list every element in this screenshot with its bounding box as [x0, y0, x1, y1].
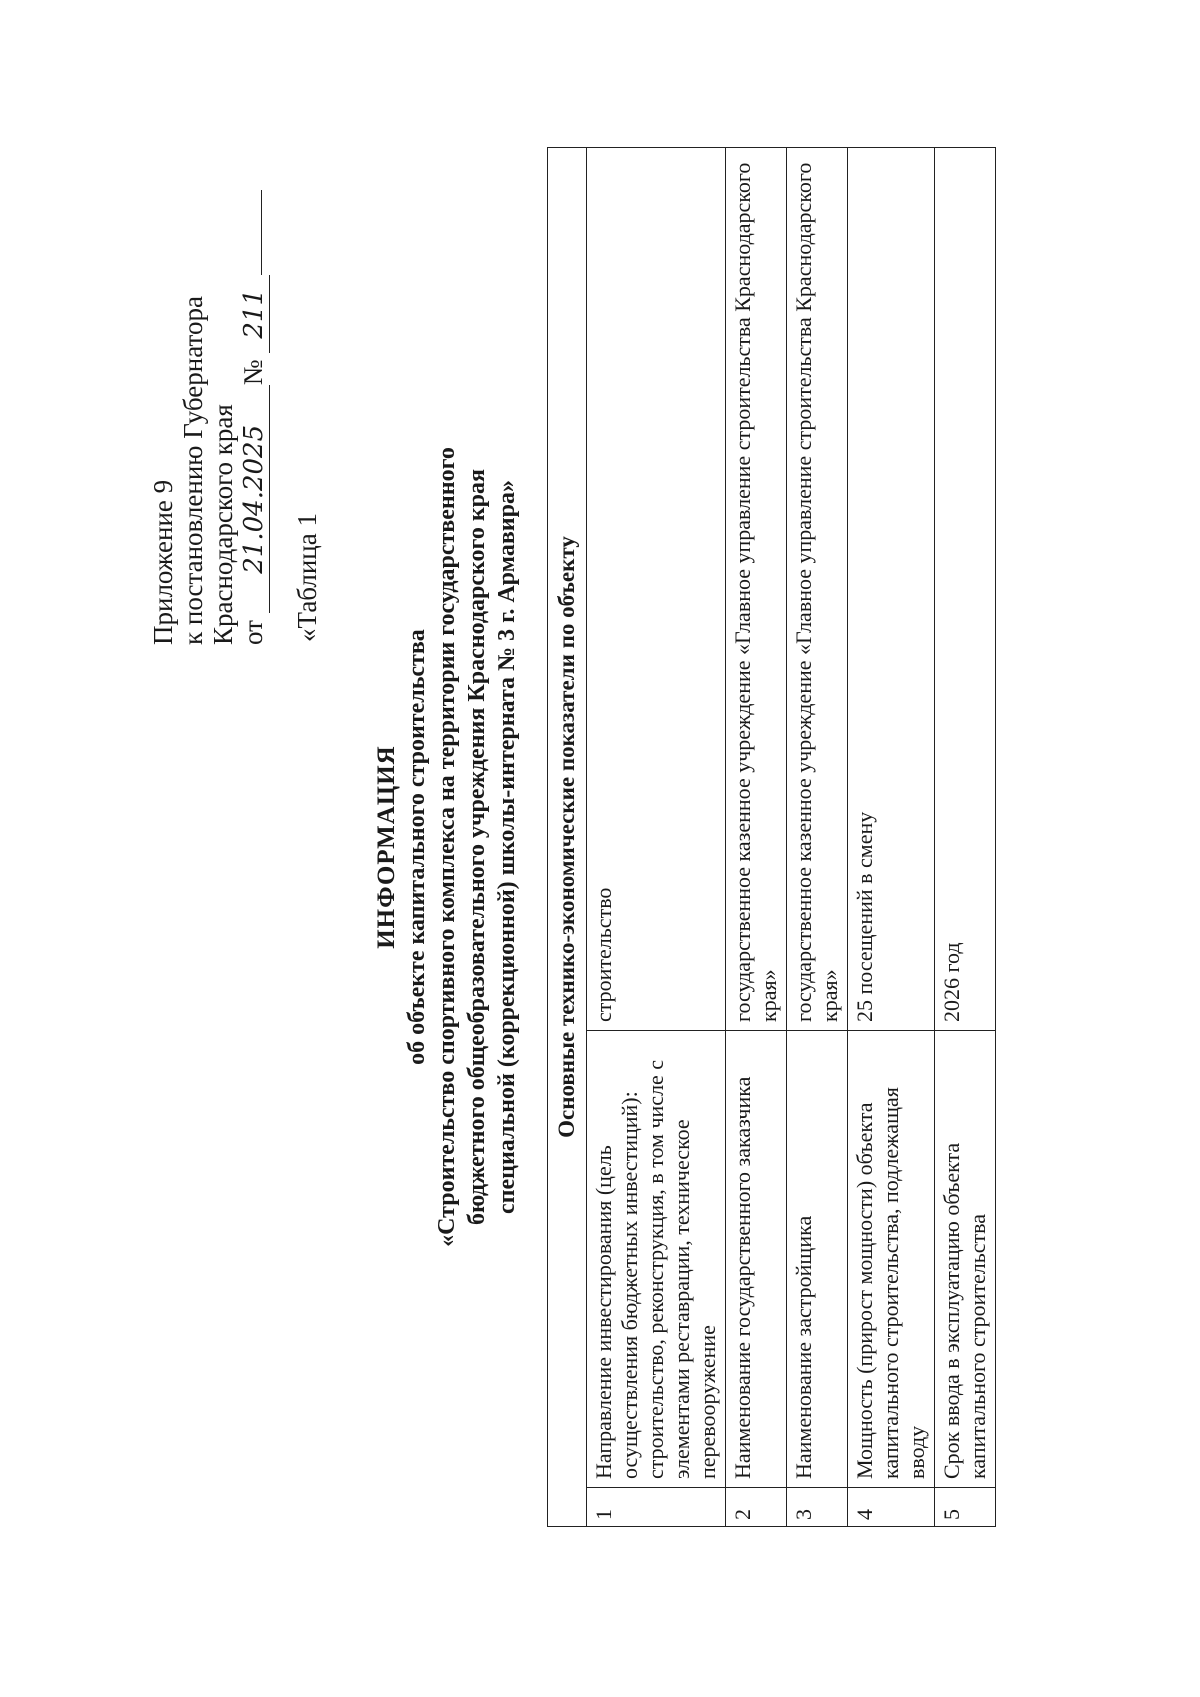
document-title	[372, 357, 522, 1337]
appendix-line-1: Приложение 9	[148, 479, 178, 645]
row-number: 5	[935, 1488, 996, 1527]
row-value: 2026 год	[935, 148, 996, 1031]
table-header-row	[548, 148, 587, 1527]
handwritten-number: 211	[239, 275, 270, 353]
title-line-4: бюджетного общеобразовательного учреждения Краснодарского края	[464, 468, 490, 1226]
signature-underline	[239, 190, 262, 275]
appendix-line-3: Краснодарского края	[208, 404, 238, 645]
table-row	[935, 148, 996, 1527]
row-name: Наименование застройщика	[787, 1031, 848, 1488]
row-name: Наименование государственного заказчика	[726, 1031, 787, 1488]
row-value: государственное казенное учреждение «Главное управление строительства Краснодарского края»	[726, 148, 787, 1031]
from-prefix: от	[238, 620, 268, 645]
row-value: 25 посещений в смену	[848, 148, 935, 1031]
appendix-line-2: к постановлению Губернатора	[178, 296, 208, 645]
table-row	[848, 148, 935, 1527]
title-line-5: специальной (коррекционной) школы-интерната № 3 г. Армавира»	[494, 480, 520, 1214]
title-main: ИНФОРМАЦИЯ	[373, 745, 400, 949]
row-number: 2	[726, 1488, 787, 1527]
title-line-2: об объекте капитального строительства	[404, 629, 430, 1065]
handwritten-date: 21.04.2025	[239, 385, 270, 613]
table-row	[587, 148, 726, 1527]
row-value: государственное казенное учреждение «Главное управление строительства Краснодарского края»	[787, 148, 848, 1031]
row-name: Направление инвестирования (цель осуществления бюджетных инвестиций): строительство, реконструкция, в том числе с элементами реставрации, техническое перевооружение	[587, 1031, 726, 1488]
row-number: 4	[848, 1488, 935, 1527]
title-line-3: «Строительство спортивного комплекса на территории государственного	[434, 447, 460, 1247]
appendix-block	[148, 190, 270, 645]
row-name: Срок ввода в эксплуатацию объекта капитального строительства	[935, 1031, 996, 1488]
row-number: 1	[587, 1488, 726, 1527]
row-value: строительство	[587, 148, 726, 1031]
indicators-table	[547, 147, 996, 1527]
row-number: 3	[787, 1488, 848, 1527]
table-header: Основные технико-экономические показатели по объекту	[548, 148, 587, 1527]
table-row	[726, 148, 787, 1527]
row-name: Мощность (прирост мощности) объекта капитального строительства, подлежащая вводу	[848, 1031, 935, 1488]
table-label: «Таблица 1	[292, 513, 322, 642]
number-prefix: №	[238, 359, 268, 386]
table-row	[787, 148, 848, 1527]
appendix-date-line	[238, 190, 270, 645]
